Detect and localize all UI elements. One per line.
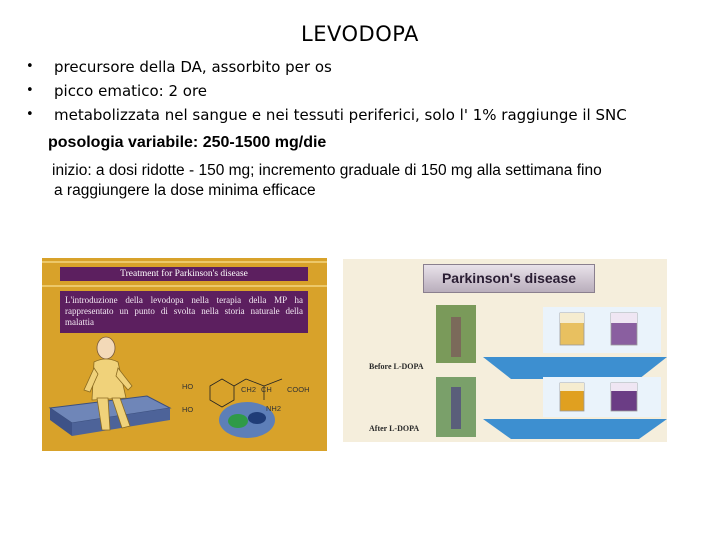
patient-and-brain-drawing <box>42 258 327 451</box>
chem-nh2: NH2 <box>266 404 282 413</box>
comparison-drawing <box>343 259 667 442</box>
treatment-header: Treatment for Parkinson's disease <box>60 267 308 281</box>
starting-dose-line-2: a raggiungere la dose minima efficace <box>54 182 316 199</box>
chem-ho-top: HO <box>182 382 194 391</box>
slide-title: LEVODOPA <box>301 22 419 46</box>
dosage-text: posologia variabile: 250-1500 mg/die <box>48 134 327 151</box>
chem-ch: CH <box>261 385 272 394</box>
treatment-caption: L'introduzione della levodopa nella terapia della MP ha rappresentato un punto di svolta nella storia naturale della malattia <box>60 291 308 333</box>
after-ldopa-label: After L-DOPA <box>369 424 420 433</box>
bullet-item <box>26 79 706 103</box>
parkinsons-comparison-illustration <box>343 259 667 442</box>
bullet-item <box>26 55 706 79</box>
bullet-text: picco ematico: 2 ore <box>54 82 208 100</box>
chem-ho-bottom: HO <box>182 405 194 414</box>
bullet-marker: • <box>26 59 34 74</box>
treatment-illustration <box>42 258 327 451</box>
bullet-marker: • <box>26 107 34 122</box>
bullet-item <box>26 103 706 127</box>
bullet-marker: • <box>26 83 34 98</box>
starting-dose-text <box>52 161 712 201</box>
chem-ch2: CH2 <box>241 385 257 394</box>
chem-cooh: COOH <box>287 385 310 394</box>
bullet-list <box>26 55 706 127</box>
bullet-text: metabolizzata nel sangue e nei tessuti periferici, solo l' 1% raggiunge il SNC <box>54 106 627 124</box>
bullet-text: precursore della DA, assorbito per os <box>54 58 332 76</box>
starting-dose-line-1: inizio: a dosi ridotte - 150 mg; incremento graduale di 150 mg alla settimana fino <box>52 162 602 179</box>
comparison-header: Parkinson's disease <box>423 264 595 293</box>
before-ldopa-label: Before L-DOPA <box>369 362 424 371</box>
